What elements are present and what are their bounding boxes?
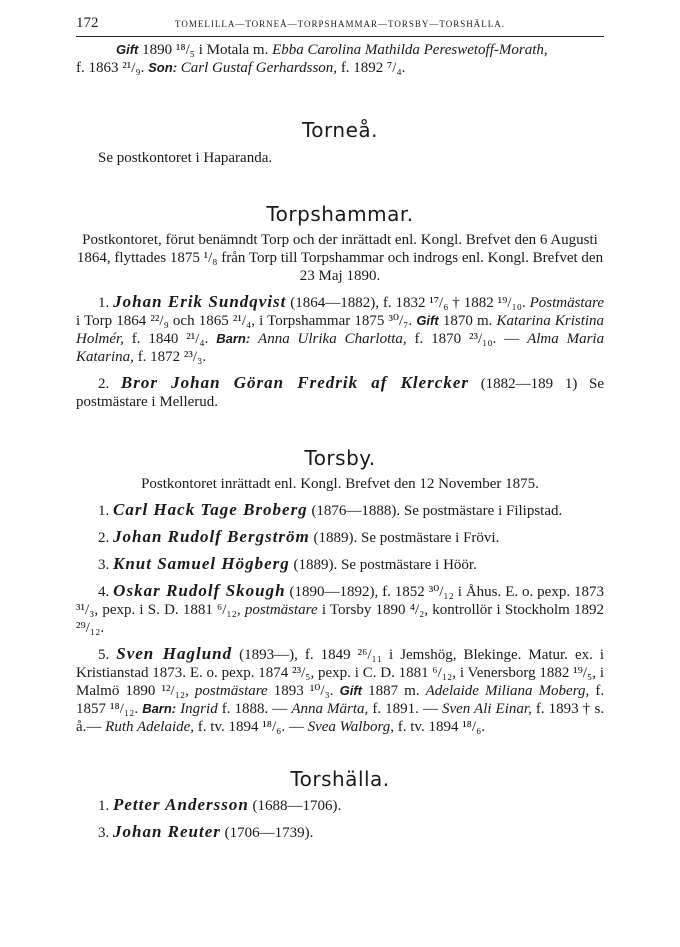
text-span: 1870 m. (442, 313, 493, 329)
child-name: Anna Märta, (291, 701, 369, 717)
document-page (76, 14, 604, 842)
text-span: (1876—1888). Se postmästare i Filipstad. (311, 503, 563, 519)
text-span: f. tv. 1894 ¹⁸/₆. (397, 719, 486, 735)
text-span: f. 1893 † s. å.— (76, 701, 605, 735)
heading-tornea: Torneå. (301, 118, 379, 142)
torshalla-entry-1 (76, 796, 604, 815)
entry-number: 1. (98, 798, 110, 814)
child-name: Ingrid (180, 701, 218, 717)
text-span: 1890 ¹⁸/₅ i Motala m. (142, 42, 269, 58)
tornea-text: Se postkontoret i Haparanda. (98, 150, 273, 166)
person-name: Johan Rudolf Bergström (113, 527, 310, 546)
person-name: Johan Erik Sundqvist (113, 292, 287, 311)
header-rule (76, 36, 604, 37)
spacer (76, 736, 604, 770)
torpshammar-entry-2 (76, 374, 604, 411)
entry-number: 1. (98, 295, 110, 311)
spouse-name: Katarina Kristina Holmér, (76, 313, 605, 347)
child-name: Svea Walborg, (307, 719, 394, 735)
gift-label: Gift (116, 42, 139, 57)
text-span: 1887 m. (368, 683, 420, 699)
spouse-name: Adelaide Miliana Moberg, (425, 683, 590, 699)
text-span: f. 1872 ²³/₃. (137, 349, 207, 365)
son-name: Carl Gustaf Gerhardsson, (180, 60, 338, 76)
entry-number: 3. (98, 557, 110, 573)
text-span: (1889). Se postmästare i Höör. (293, 557, 477, 573)
torsby-entry-5 (76, 645, 604, 736)
text-span: postmästare (244, 602, 318, 618)
spacer (76, 411, 604, 449)
text-span: (1889). Se postmästare i Frövi. (313, 530, 500, 546)
text-span: f. 1857 ¹⁸/₁₂. (76, 683, 605, 717)
entry-number: 3. (98, 825, 110, 841)
entry-number: 2. (98, 376, 110, 392)
child-name: Sven Ali Einar, (441, 701, 532, 717)
text-span: f. 1870 ²³/₁₀. — (414, 331, 520, 347)
entry-number: 2. (98, 530, 110, 546)
child-name: Anna Ulrika (258, 331, 337, 347)
entry-number: 4. (98, 584, 110, 600)
children-label: Barn: (142, 701, 177, 716)
text-span: (1890—1892), f. 1852 ³⁰/₁₂ i Åhus. E. o. pexp. 1873 ³¹/₃, pexp. i S. D. 1881 ⁶/₁₂, (76, 584, 605, 618)
entry-number: 1. (98, 503, 110, 519)
person-name: Bror Johan Göran Fredrik af Klercker (120, 373, 470, 392)
text-span: (1706—1739). (224, 825, 314, 841)
torsby-entry-1 (76, 501, 604, 520)
entry-number: 5. (98, 647, 110, 663)
gift-label: Gift (339, 683, 362, 698)
text-span: 1893 ¹⁰/₃. (273, 683, 334, 699)
text-span: (1688—1706). (252, 798, 342, 814)
text-span: (1864—1882), f. 1832 ¹⁷/₆ † 1882 ¹⁹/₁₀. (290, 295, 526, 311)
text-span: f. 1863 ²¹/₉. (76, 60, 145, 76)
text-span: Se postmästare i Mellerud. (76, 376, 605, 410)
torshalla-entry-2 (76, 823, 604, 842)
page-number: 172 (76, 15, 99, 31)
person-name: Oskar Rudolf Skough (113, 581, 286, 600)
person-name: Petter Andersson (113, 795, 249, 814)
gift-label: Gift (416, 313, 439, 328)
continued-entry-line-2 (76, 59, 604, 77)
text-span: f. 1892 ⁷/₄. (340, 60, 406, 76)
torpshammar-intro: Postkontoret, förut benämndt Torp och der inrättadt enl. Kongl. Brefvet den 6 Augusti 1864, flyttades 1875 ¹/₈ från Torp till Torpshammar och indrogs enl. Kongl. Brefvet den 23 Maj 1890. (76, 232, 604, 284)
person-name: Sven Haglund (116, 644, 233, 663)
text-span: Postmästare (529, 295, 605, 311)
torsby-entry-2 (76, 528, 604, 547)
torpshammar-entry-1 (76, 293, 604, 366)
child-name: Alma Maria Katarina, (76, 331, 605, 365)
text-span: f. tv. 1894 ¹⁸/₆. — (197, 719, 304, 735)
person-name: Carl Hack Tage Broberg (113, 500, 308, 519)
text-span: (1882—189 1) (480, 376, 578, 392)
heading-torsby: Torsby. (304, 446, 376, 470)
text-span: f. 1891. — (372, 701, 438, 717)
text-span: f. 1888. — (221, 701, 288, 717)
torsby-intro: Postkontoret inrättadt enl. Kongl. Brefvet den 12 November 1875. (141, 476, 539, 492)
person-name: Johan Reuter (113, 822, 221, 841)
heading-torpshammar: Torpshammar. (266, 202, 414, 226)
spacer (76, 167, 604, 205)
child-name: Charlotta, (344, 331, 407, 347)
text-span: f. 1840 ²¹/₄. (131, 331, 209, 347)
text-span: i Torp 1864 ²²/₉ och 1865 ²¹/₄, i Torpshammar 1875 ³⁰/₇. (76, 313, 413, 329)
heading-torshalla: Torshälla. (290, 767, 390, 791)
continued-entry-line-1 (76, 41, 604, 59)
text-span: i Torsby 1890 ⁴/₂, kontrollör i Stockholm 1892 ²⁹/₁₂. (76, 602, 605, 636)
text-span: postmästare (194, 683, 268, 699)
children-label: Barn: (216, 331, 251, 346)
running-head (76, 14, 604, 33)
torsby-entry-3 (76, 555, 604, 574)
son-label: Son: (148, 60, 178, 75)
spouse-name: Ebba Carolina Mathilda Pereswetoff-Morath, (272, 42, 548, 58)
torsby-entry-4 (76, 582, 604, 637)
text-span: (1893—), f. 1849 ²⁶/₁₁ i Jemshög, Blekinge. Matur. ex. i Kristianstad 1873. E. o. pexp. 1874 ²³/₅, pexp. i C. D. 1881 ⁶/₁₂, i Venersborg 1882 ¹⁹/₅, i Malmö 1890 ¹²/₁₂, (76, 647, 605, 699)
child-name: Ruth Adelaide, (105, 719, 195, 735)
person-name: Knut Samuel Högberg (113, 554, 290, 573)
running-title: TOMELILLA—TORNEÅ—TORPSHAMMAR—TORSBY—TORSHÄLLA. (175, 19, 505, 29)
spacer (76, 77, 604, 121)
